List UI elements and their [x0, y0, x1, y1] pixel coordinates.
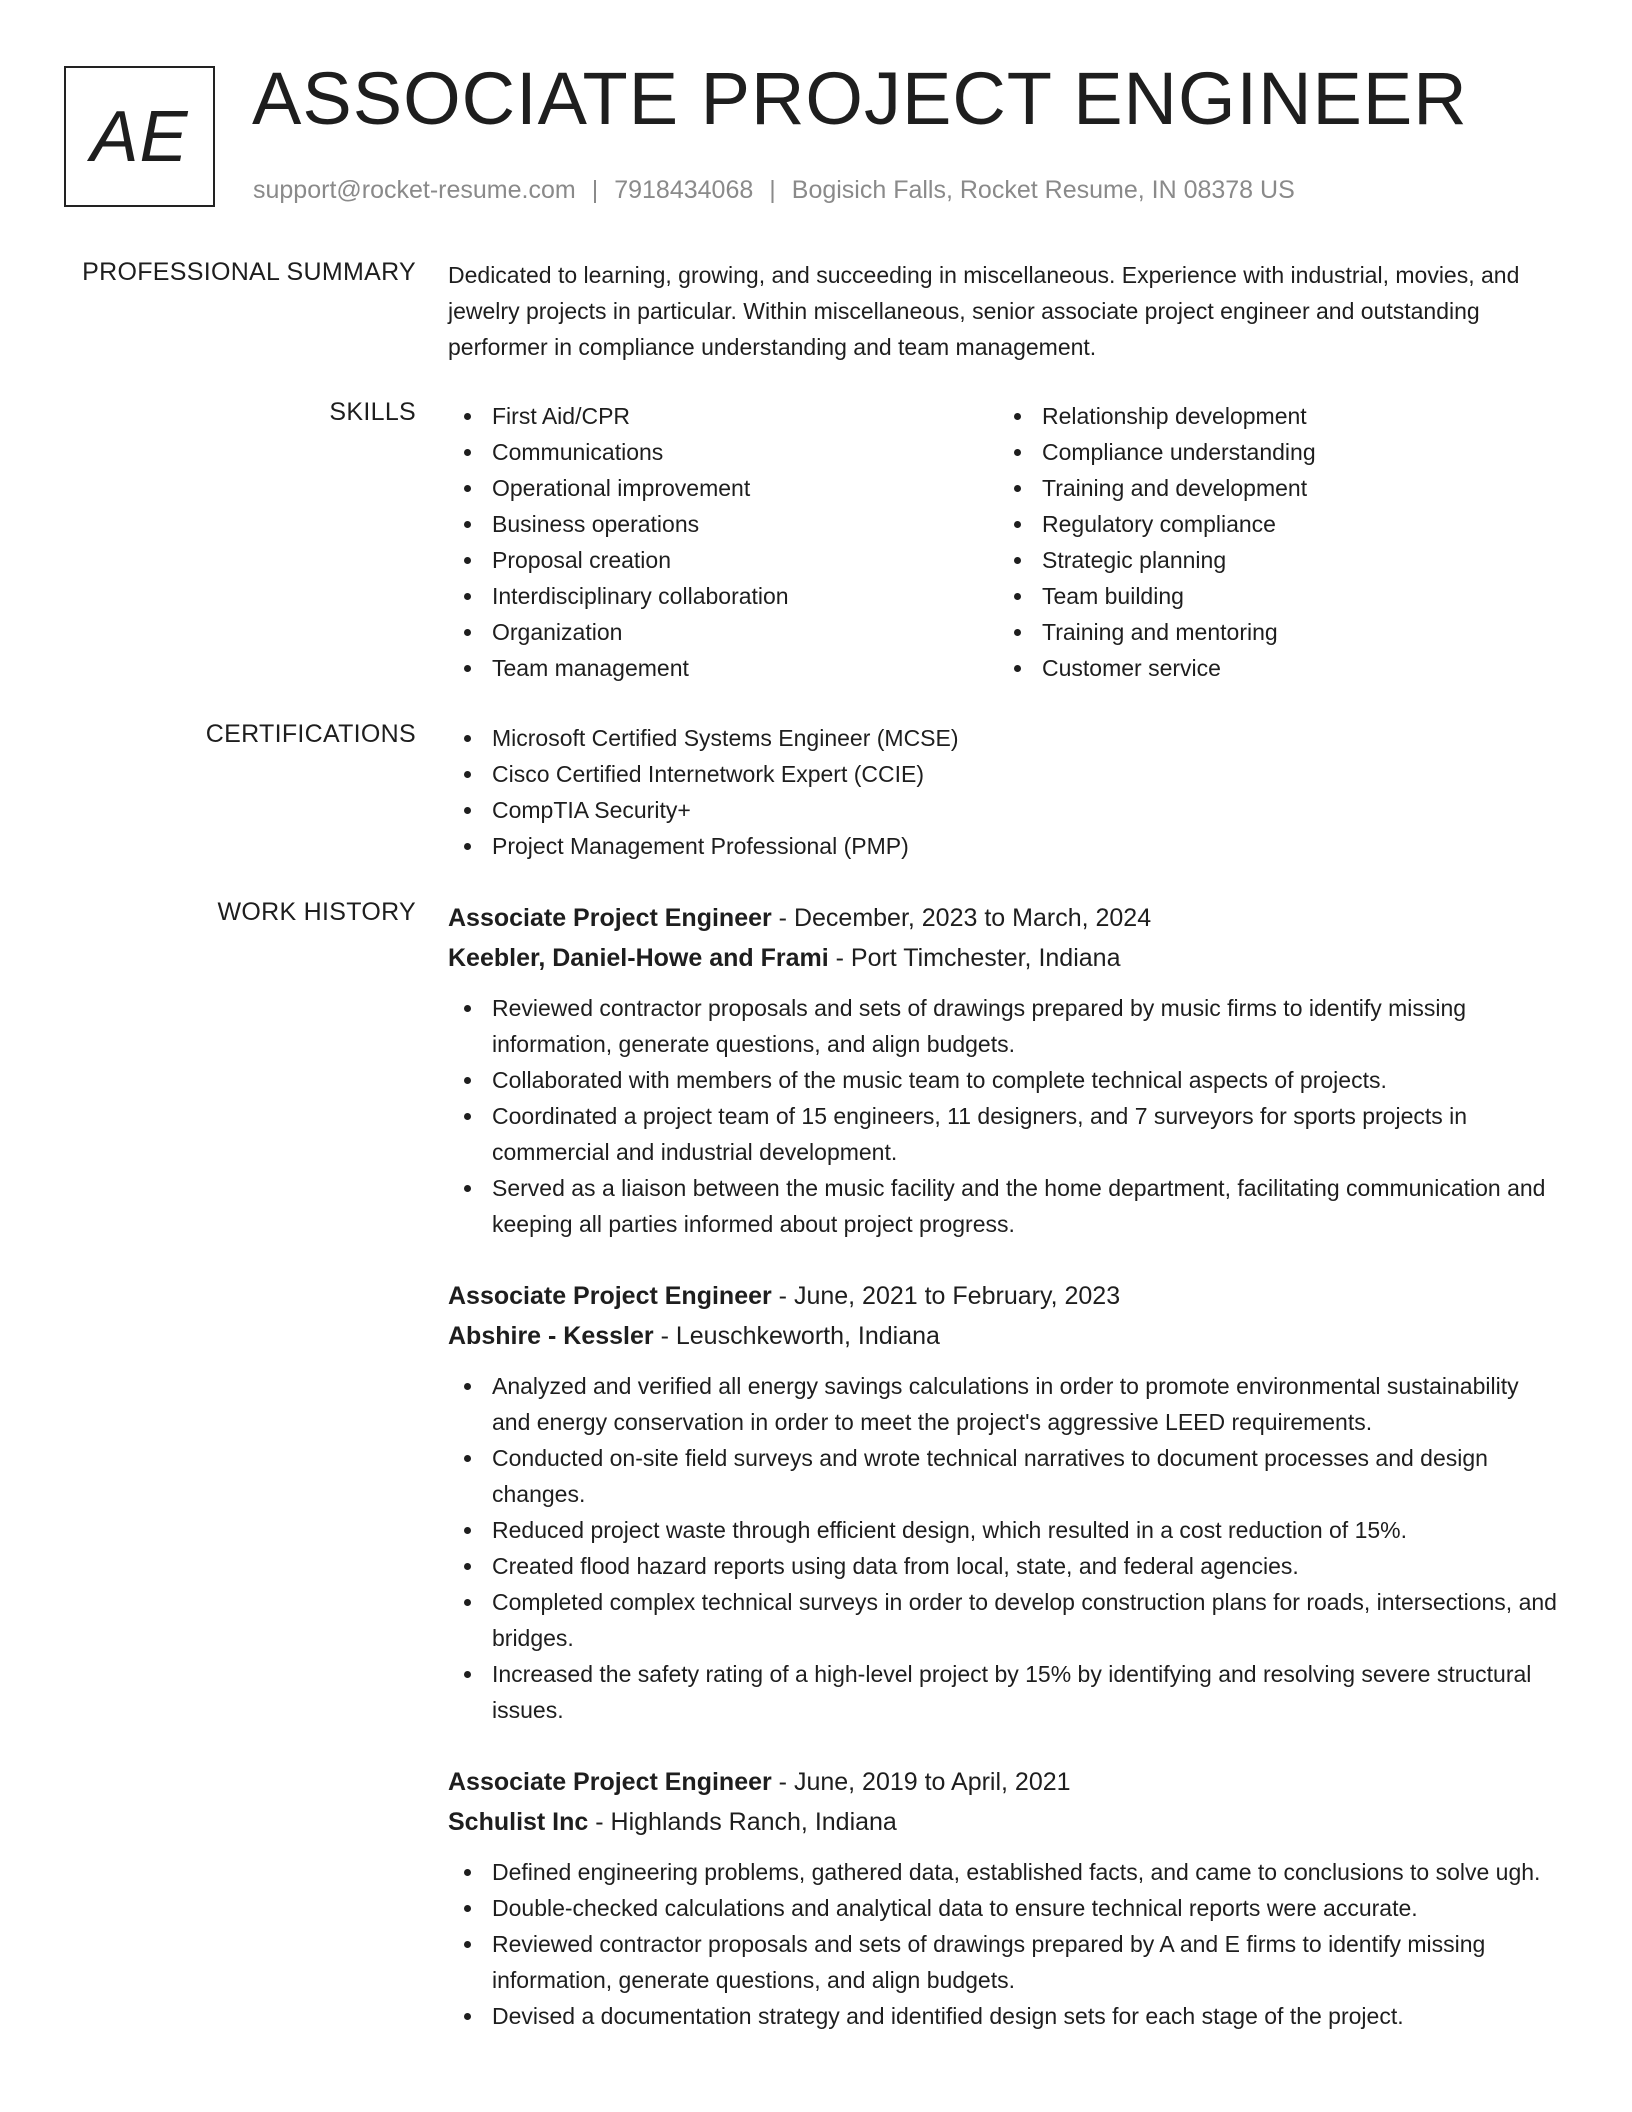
summary-heading: PROFESSIONAL SUMMARY — [82, 258, 416, 286]
contact-address: Bogisich Falls, Rocket Resume, IN 08378 US — [791, 176, 1295, 204]
job-title: Associate Project Engineer — [448, 1282, 772, 1310]
job-dates: - June, 2019 to April, 2021 — [771, 1768, 1071, 1796]
contact-separator: | — [769, 176, 776, 204]
job-company: Schulist Inc — [448, 1808, 589, 1836]
skill-item: Customer service — [998, 650, 1548, 686]
job-company-line — [448, 1802, 1560, 1842]
job-bullet: Increased the safety rating of a high-level project by 15% by identifying and resolving severe structural issues. — [448, 1656, 1560, 1728]
skill-item: Interdisciplinary collaboration — [448, 578, 998, 614]
job-title: Associate Project Engineer — [448, 904, 772, 932]
job-company-line — [448, 1316, 1560, 1356]
job-title-line — [448, 1762, 1560, 1802]
skill-item: Proposal creation — [448, 542, 998, 578]
job-location: - Leuschkeworth, Indiana — [653, 1322, 940, 1350]
certifications-heading: CERTIFICATIONS — [205, 720, 416, 748]
skill-item: Regulatory compliance — [998, 506, 1548, 542]
work-history-heading: WORK HISTORY — [217, 898, 416, 926]
job-title-line — [448, 898, 1560, 938]
certification-item: CompTIA Security+ — [448, 792, 1560, 828]
job-bullet: Reviewed contractor proposals and sets of drawings prepared by A and E firms to identify missing information, generate questions, and align budgets. — [448, 1926, 1560, 1998]
contact-line — [253, 176, 1295, 205]
skill-item: Operational improvement — [448, 470, 998, 506]
skill-item: Training and mentoring — [998, 614, 1548, 650]
monogram-initials: AE — [90, 96, 189, 177]
summary-text: Dedicated to learning, growing, and succeeding in miscellaneous. Experience with industrial, movies, and jewelry projects in particular. Within miscellaneous, senior associate project engineer and outstanding performer in compliance understanding and team management. — [448, 262, 1520, 360]
job-bullet: Served as a liaison between the music facility and the home department, facilitating communication and keeping all parties informed about project progress. — [448, 1170, 1560, 1242]
job-bullets — [448, 1368, 1560, 1728]
job-dates: - December, 2023 to March, 2024 — [771, 904, 1152, 932]
job-bullet: Coordinated a project team of 15 engineers, 11 designers, and 7 surveyors for sports projects in commercial and industrial development. — [448, 1098, 1560, 1170]
job-title-line — [448, 1276, 1560, 1316]
skill-item: Strategic planning — [998, 542, 1548, 578]
job-bullet: Completed complex technical surveys in order to develop construction plans for roads, intersections, and bridges. — [448, 1584, 1560, 1656]
monogram-box — [64, 66, 215, 207]
job-company: Abshire - Kessler — [448, 1322, 654, 1350]
job-location: - Port Timchester, Indiana — [828, 944, 1121, 972]
job-bullet: Analyzed and verified all energy savings calculations in order to promote environmental sustainability and energy conservation in order to meet the project's aggressive LEED requirements. — [448, 1368, 1560, 1440]
skills-list-left — [448, 398, 998, 686]
certifications-list — [448, 720, 1560, 864]
work-history-body — [448, 898, 1560, 2068]
certification-item: Microsoft Certified Systems Engineer (MCSE) — [448, 720, 1560, 756]
job-location: - Highlands Ranch, Indiana — [588, 1808, 897, 1836]
job-entry — [448, 898, 1560, 1242]
skill-item: Compliance understanding — [998, 434, 1548, 470]
skills-grid — [448, 398, 1560, 686]
contact-email: support@rocket-resume.com — [253, 176, 576, 204]
job-title: Associate Project Engineer — [448, 1768, 772, 1796]
job-dates: - June, 2021 to February, 2023 — [771, 1282, 1121, 1310]
contact-phone: 7918434068 — [614, 176, 754, 204]
job-bullet: Collaborated with members of the music team to complete technical aspects of projects. — [448, 1062, 1560, 1098]
job-bullet: Double-checked calculations and analytical data to ensure technical reports were accurate. — [448, 1890, 1560, 1926]
job-bullets — [448, 990, 1560, 1242]
job-company-line — [448, 938, 1560, 978]
skills-heading: SKILLS — [329, 398, 416, 426]
certifications-body — [448, 720, 1560, 864]
job-entry — [448, 1762, 1560, 2034]
certification-item: Project Management Professional (PMP) — [448, 828, 1560, 864]
job-bullets — [448, 1854, 1560, 2034]
skill-item: Organization — [448, 614, 998, 650]
skill-item: Training and development — [998, 470, 1548, 506]
summary-body — [448, 258, 1560, 365]
skill-item: Team management — [448, 650, 998, 686]
job-entry — [448, 1276, 1560, 1728]
job-company: Keebler, Daniel-Howe and Frami — [448, 944, 829, 972]
job-bullet: Reviewed contractor proposals and sets of drawings prepared by music firms to identify missing information, generate questions, and align budgets. — [448, 990, 1560, 1062]
contact-separator: | — [591, 176, 599, 204]
page-title: ASSOCIATE PROJECT ENGINEER — [252, 57, 1468, 140]
skill-item: Business operations — [448, 506, 998, 542]
skill-item: Team building — [998, 578, 1548, 614]
job-bullet: Defined engineering problems, gathered data, established facts, and came to conclusions to solve ugh. — [448, 1854, 1560, 1890]
skills-list-right — [998, 398, 1548, 686]
skill-item: Relationship development — [998, 398, 1548, 434]
skill-item: First Aid/CPR — [448, 398, 998, 434]
skills-body — [448, 398, 1560, 686]
skill-item: Communications — [448, 434, 998, 470]
job-bullet: Conducted on-site field surveys and wrote technical narratives to document processes and design changes. — [448, 1440, 1560, 1512]
job-bullet: Reduced project waste through efficient design, which resulted in a cost reduction of 15%. — [448, 1512, 1560, 1548]
job-bullet: Created flood hazard reports using data from local, state, and federal agencies. — [448, 1548, 1560, 1584]
job-bullet: Devised a documentation strategy and identified design sets for each stage of the project. — [448, 1998, 1560, 2034]
certification-item: Cisco Certified Internetwork Expert (CCIE) — [448, 756, 1560, 792]
